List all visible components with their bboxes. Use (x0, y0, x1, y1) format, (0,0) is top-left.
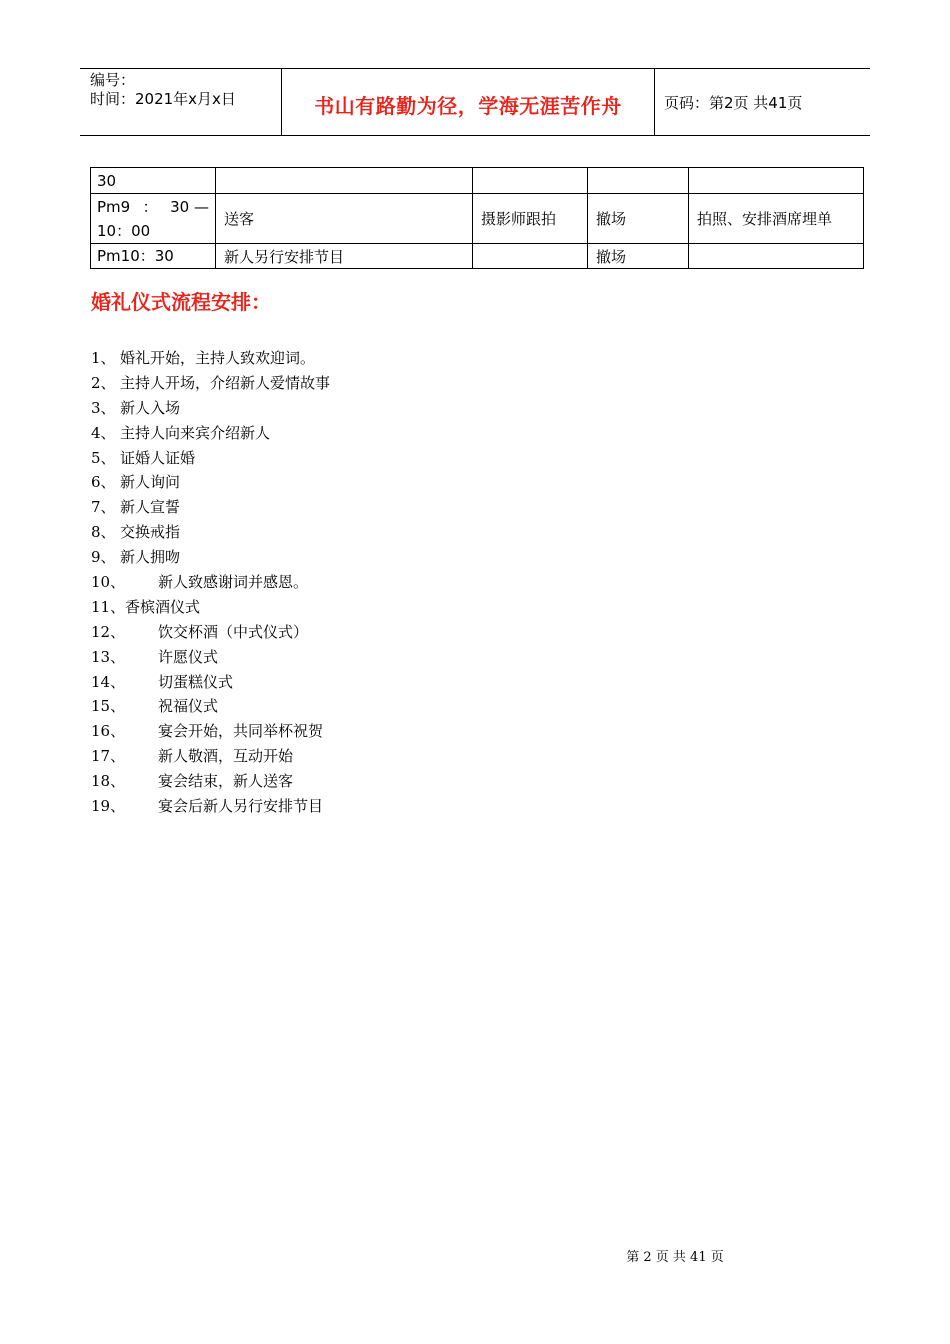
list-item-text: 新人入场 (120, 398, 181, 417)
list-item-number: 12、 (91, 622, 126, 641)
list-item-text: 祝福仪式 (158, 697, 219, 716)
list-item (91, 769, 294, 794)
list-item (91, 645, 219, 670)
list-item (91, 744, 294, 769)
table-row (91, 194, 864, 244)
list-item-number: 5、 (91, 448, 116, 467)
list-item-number: 7、 (91, 498, 116, 517)
list-item (91, 595, 201, 620)
list-item (91, 446, 196, 471)
list-item (91, 495, 181, 520)
list-item (91, 470, 181, 495)
list-item (91, 520, 181, 545)
list-item-number: 18、 (91, 772, 126, 791)
serial-number-label: 编号： (90, 71, 136, 89)
list-item-text: 主持人向来宾介绍新人 (120, 423, 271, 442)
schedule-table (90, 167, 864, 269)
time-text: 30 (97, 171, 117, 190)
list-item (91, 570, 309, 595)
list-item-number: 14、 (91, 672, 126, 691)
list-item-number: 9、 (91, 548, 116, 567)
list-item-number: 6、 (91, 473, 116, 492)
list-item-text: 婚礼开始，主持人致欢迎词。 (120, 349, 316, 367)
time-line-2: 10：00 (97, 221, 151, 240)
header-divider-right (654, 68, 655, 136)
date-label: 时间：2021年x月x日 (90, 90, 236, 108)
table-cell-note (689, 244, 864, 269)
page-footer: 第 2 页 共 41 页 (626, 1250, 724, 1265)
list-item-text: 宴会开始，共同举杯祝贺 (158, 722, 324, 741)
table-cell-time (91, 244, 216, 269)
table-cell-item (216, 168, 473, 194)
list-item-text: 饮交杯酒（中式仪式） (158, 622, 309, 641)
list-item-text: 新人拥吻 (120, 548, 181, 567)
table-cell-photo (473, 168, 588, 194)
list-item (91, 794, 324, 819)
section-title: 婚礼仪式流程安排： (91, 290, 271, 314)
list-item-number: 4、 (91, 423, 116, 442)
list-item (91, 371, 331, 396)
table-cell-item: 送客 (216, 194, 473, 244)
list-item (91, 396, 181, 421)
page-number-label: 页码：第2页 共41页 (664, 94, 803, 112)
ceremony-steps-list (91, 346, 331, 819)
table-cell-photo: 摄影师跟拍 (473, 194, 588, 244)
list-item-text: 新人询问 (120, 473, 181, 492)
time-text: Pm10：30 (97, 247, 174, 265)
list-item-text: 香槟酒仪式 (125, 597, 201, 616)
list-item (91, 719, 324, 744)
list-item-number: 8、 (91, 523, 116, 542)
list-item-text: 证婚人证婚 (120, 448, 196, 467)
list-item (91, 620, 309, 645)
list-item-text: 宴会结束，新人送客 (158, 772, 294, 791)
table-cell-staff: 撤场 (588, 244, 689, 269)
header-bottom-rule (80, 135, 870, 136)
time-start-minute: 30 — (170, 197, 209, 216)
header-motto: 书山有路勤为径，学海无涯苦作舟 (314, 94, 622, 118)
table-row (91, 244, 864, 269)
table-cell-staff (588, 168, 689, 194)
list-item-text: 许愿仪式 (158, 647, 219, 666)
table-cell-staff: 撤场 (588, 194, 689, 244)
list-item-number: 11、 (91, 597, 126, 616)
list-item-number: 2、 (91, 373, 116, 392)
list-item (91, 670, 234, 695)
header-top-rule (80, 68, 870, 69)
time-line-1 (97, 195, 209, 219)
list-item-text: 新人致感谢词并感恩。 (158, 573, 309, 592)
list-item-number: 10、 (91, 573, 126, 592)
list-item-text: 切蛋糕仪式 (158, 672, 234, 691)
list-item (91, 694, 219, 719)
time-separator: ： (142, 197, 158, 216)
table-cell-time (91, 194, 216, 244)
list-item-number: 16、 (91, 722, 126, 741)
list-item-text: 交换戒指 (120, 523, 181, 542)
table-cell-time (91, 168, 216, 194)
list-item-number: 17、 (91, 747, 126, 766)
table-cell-photo (473, 244, 588, 269)
list-item (91, 346, 316, 371)
list-item-text: 主持人开场，介绍新人爱情故事 (120, 373, 331, 392)
list-item-text: 新人宣誓 (120, 498, 181, 517)
table-cell-note: 拍照、安排酒席埋单 (689, 194, 864, 244)
list-item-text: 宴会后新人另行安排节目 (158, 797, 324, 816)
list-item-number: 13、 (91, 647, 126, 666)
list-item-text: 新人敬酒，互动开始 (158, 747, 294, 766)
table-row (91, 168, 864, 194)
list-item-number: 15、 (91, 697, 126, 716)
table-cell-item: 新人另行安排节目 (216, 244, 473, 269)
list-item (91, 421, 271, 446)
time-start-hour: Pm9 (97, 197, 131, 216)
list-item-number: 3、 (91, 398, 116, 417)
list-item (91, 545, 181, 570)
table-cell-note (689, 168, 864, 194)
list-item-number: 1、 (91, 349, 116, 367)
list-item-number: 19、 (91, 797, 126, 816)
header-divider-left (281, 68, 282, 136)
